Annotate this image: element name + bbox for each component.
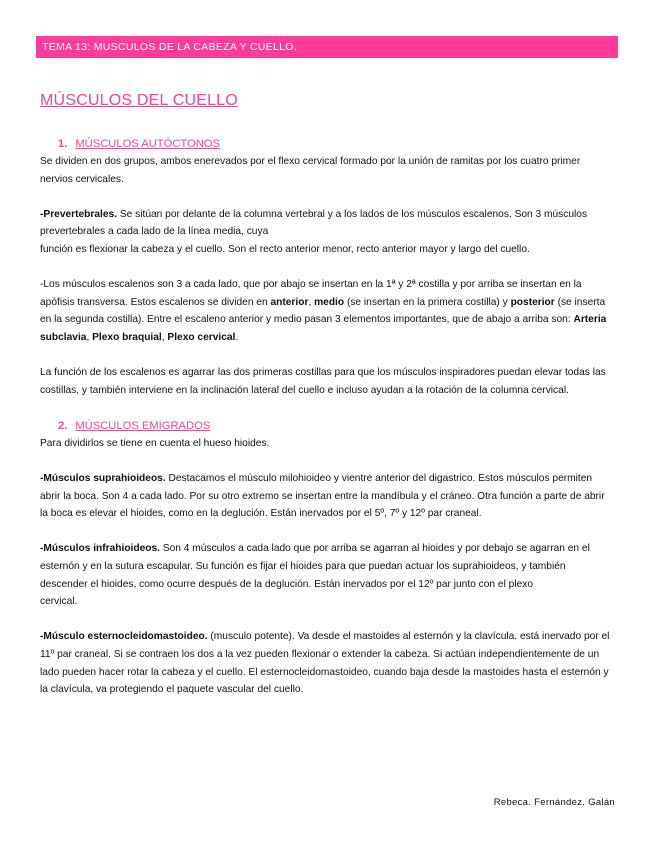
- section-title: MÚSCULOS AUTÓCTONOS: [75, 138, 220, 150]
- document-header-title: TEMA 13: MUSCULOS DE LA CABEZA Y CUELLO.: [42, 41, 297, 53]
- footer-author: Rebeca. Fernández. Galán: [493, 797, 615, 808]
- paragraph-suprahioideos: -Músculos suprahioideos. Destacamos el músculo milohioideo y vientre anterior del digastrico. Estos músculos permiten abrir la boca. Son 4 a cada lado. Por su otro extremo se insertan entre la mandíbula y el cráneo. Otra función a parte de abrir la boca es elevar el hioides, como en la deglución. Están inervados por el 5º, 7º y 12º par craneal.: [40, 473, 605, 520]
- term-infrahioideos: -Músculos infrahioideos.: [40, 543, 160, 555]
- term-medio: medio: [314, 296, 345, 308]
- section-number: 1.: [58, 138, 68, 150]
- term-plexo-cervical: Plexo cervical: [167, 331, 236, 343]
- paragraph-emigrados-intro: Para dividirlos se tiene en cuenta el hueso hioides.: [40, 437, 270, 449]
- section-title: MÚSCULOS EMIGRADOS: [75, 419, 211, 432]
- term-anterior: anterior: [270, 296, 309, 308]
- paragraph-funcion-escalenos: La función de los escalenos es agarrar las dos primeras costillas para que los músculos inspiradores puedan elevar todas las costillas, y también interviene en la inclinación lateral del cuello e incluso ayudan a la rotación de la columna cervical.: [40, 367, 606, 396]
- document-header-bar: [36, 36, 618, 58]
- term-prevertebrales: -Prevertebrales.: [40, 208, 118, 220]
- term-esternocleidomastoideo: -Músculo esternocleidomastoideo.: [40, 631, 208, 643]
- paragraph-autoctonos-intro: Se dividen en dos grupos, ambos enerevados por el flexo cervical formado por la unión de ramitas por los cuatro primer nervios cervicales.: [40, 156, 581, 185]
- page-title: MÚSCULOS DEL CUELLO: [40, 92, 238, 109]
- term-plexo-braquial: Plexo braquial: [92, 331, 162, 343]
- paragraph-esternocleidomastoideo: -Músculo esternocleidomastoideo. (musculo potente). Va desde el mastoides al esternón y la clavícula. está inervado por el 11º par craneal. Si se contraen los dos a la vez pueden flexionar o extender la cabeza. Si actúan independientemente de un lado pueden hacer rotar la cabeza y el cuello. El esternocleidomastoideo, cuando baja desde la mastoides hasta el esternón y la clavícula, va protegiendo el paquete vascular del cuello.: [40, 631, 610, 696]
- section-heading-emigrados: [40, 417, 612, 435]
- term-arteria-subclavia: Arteria subclavia: [40, 314, 607, 343]
- paragraph-infrahioideos: -Músculos infrahioideos. Son 4 músculos a cada lado que por arriba se agarran al hioides y por debajo se agarran en el esternón y en la sutura escapular. Su función es fijar el hioides para que puedan actuar los suprahioideos, y también descender el hioides, como ocurre después de la deglución. Están inervados por el 12º par junto con el plexo cervical.: [40, 543, 590, 608]
- section-heading-autoctonos: [40, 135, 612, 153]
- section-number: 2.: [58, 419, 68, 432]
- paragraph-prevertebrales: -Prevertebrales. Se sitúan por delante de la columna vertebral y a los lados de los músculos escalenos. Son 3 músculos prevertebrales a cada lado de la línea media, cuya función es flexionar la cabeza y el cuello. Son el recto anterior menor, recto anterior mayor y largo del cuello.: [40, 208, 588, 255]
- term-posterior: posterior: [510, 296, 555, 308]
- term-suprahioideos: -Músculos suprahioideos.: [40, 473, 166, 485]
- document-body: [40, 135, 612, 699]
- paragraph-escalenos: -Los músculos escalenos son 3 a cada lado, que por abajo se insertan en la 1ª y 2ª costilla y por arriba se insertan en la apófisis transversa. Estos escalenos se dividen en anterior, medio (se insertan en la primera costilla) y posterior (se inserta en la segunda costilla). Entre el escaleno anterior y medio pasan 3 elementos importantes, que de abajo a arriba son: Arteria subclavia, Plexo braquial, Plexo cervical.: [40, 279, 607, 343]
